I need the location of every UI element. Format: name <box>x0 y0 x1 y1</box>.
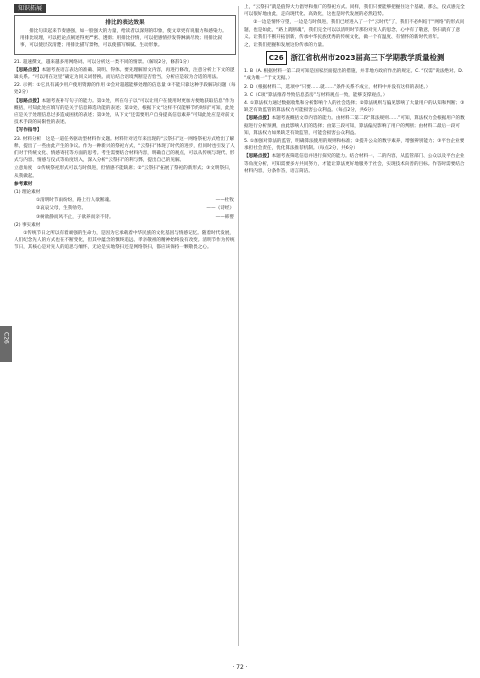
answer-1: 1. B（A. 根据材料一第二段可知是国家层面提出的措施，并非地方政府作出的规定。C. “仅需”说法绝对。D. “成为唯一”于文无据。） <box>244 69 464 82</box>
q22-analysis-label: 【思路点拨】 <box>14 98 42 104</box>
essay-continued-3: 之，让我们把握和发展这份传承的力量。 <box>244 43 327 49</box>
knowledge-body: 排比句读起来节奏感强，如一股强大的力量，给读者以深刻的印象，使文章更有说服力和感染力。用排比说理，可以把论点阐述得更严密、透彻；用排比抒情，可以把感情抒发得淋漓尽致；用排比叙事，可以使层次清楚；用排比描写景物，可以使描写细腻、生动形象。 <box>20 29 227 49</box>
poem-line-1-source: ——杜牧 <box>215 198 234 204</box>
poem-line-1 <box>14 197 236 204</box>
side-tab-label: C26 <box>2 332 10 344</box>
poem-line-2-text: ②哀哀父母，生我劬劳。 <box>36 206 87 212</box>
section-heading <box>244 51 466 65</box>
page-number: · 72 · <box>232 664 248 671</box>
reference-label: 参考素材 <box>14 181 33 187</box>
poem-line-2-source: ——《诗经》 <box>206 206 234 212</box>
answer-4-analysis <box>244 115 466 137</box>
q22-analysis-body: 本题考查补写句子的能力。第①处，所在句子以“可以让用户在使用时更加方便地获取信息”作为概括，可知此处应填写的是关于信息筛选功能的表述；第②处，根据下文“这样不仅能够节约时间”可知，此处应是关于处理信息过多造成困扰的表述；第③处，从下文“还需要用户自身提高信息素养”可知此处应是对前文技术手段的局限性的表述。 <box>14 98 235 126</box>
answer-5-analysis-body: 本题考查筛选信息并进行探究的能力。结合材料一、二的内容，从监管部门、公众以及平台企业等角度分析，可知需要多方共同努力，才能让算法更好地服务于社会，实现技术向善的目标。作答时需要结合材料内容，分条作答，语言简洁。 <box>244 154 465 174</box>
poem-line-3-text: ③树欲静而风不止，子欲养而亲不待。 <box>36 214 114 220</box>
poem-line-1-text: ①清明时节雨纷纷，路上行人欲断魂。 <box>36 198 114 204</box>
poem-line-3-source: ——韩婴 <box>215 214 234 220</box>
essay-continued-2: ②一边是情怀守望，一边是与时俱进，我们已经进入了一个“云时代”了，我们不必纠结于“网络”的形式问题，也是如此，“路上就断魂”，我们完全可以以清明时节那份对先人的思念，心中有了敬意，祭扫就有了意义。让我们不断开拓创新，传承中华民族优秀的传统文化，做一个有温度、有情怀的新时代青年。 <box>244 20 465 40</box>
section-title: 浙江省杭州市2023届高三下学期教学质量检测 <box>290 53 445 63</box>
knowledge-tag: 知识拓展 <box>14 4 46 13</box>
q22-analysis <box>14 98 236 127</box>
answer-5-analysis-label: 【思路点拨】 <box>244 154 272 160</box>
reference-facts-body: ①传统节日之所以有着顽强的生命力，是因为它承载着中华民族的文化基因与情感记忆。随着时代发展，人们纪念先人的方式也在不断变化，但其中蕴含的慎终追远、孝亲敬祖的精神始终没有改变。清明节作为传统节日，其核心是对先人的追思与缅怀，无论是实地祭扫还是网络祭扫，都应该保持一颗敬畏之心。 <box>14 231 235 251</box>
q23-angles: 立意角度 ①传统祭祀形式可以与时俱进，但情感不能缺席；②“云祭扫”拓展了祭祀的新形式；③文明祭扫，从我做起。 <box>14 166 234 179</box>
reference-theory: (1) 理论素材 <box>14 190 41 196</box>
left-column <box>14 4 236 253</box>
q22-text: 22. 示例：①它具有减少用户使用资源的作用 ②会对超越能够处理的信息量 ③不能只靠这种手段解决问题（每处2分） <box>14 83 236 96</box>
answer-5: 5. ①加强对算法的监管，明确算法使用的规则和标准；②提升公众的数字素养，增强辨别能力；③平台企业要承担社会责任，优化算法推荐机制。（每点2分，共6分） <box>244 139 465 152</box>
answer-4: 4. ①算法权力通过数据收集和分析影响个人的社会选择；②算法规则与偏见影响了大量用户的认知和判断；③缺乏有效监管的算法权力可能损害公众利益。（每点2分，共6分） <box>244 101 465 114</box>
side-tab <box>0 326 12 362</box>
reference-facts: (2) 事实素材 <box>14 222 41 228</box>
essay-continued-1: 上，“云祭扫”就是值得大力倡导和推广的祭祀方式。同样，我们只要能够把握住这个基础，那么，仪式感完全可以很好地由此，走向现代化、高效化，这也是时代发展的必然趋势。 <box>244 5 465 18</box>
answer-4-analysis-label: 【思路点拨】 <box>244 116 272 122</box>
column-divider <box>238 6 239 646</box>
right-column <box>244 4 466 176</box>
writing-guide-heading: 【写作指导】 <box>14 128 42 134</box>
answer-2: 2. D（根据材料二，选项中“只要……就……”条件关系不成立，材料中并没有这样的表述。） <box>244 84 431 90</box>
knowledge-title: 排比的表达效果 <box>105 20 145 26</box>
poem-line-3 <box>14 214 236 221</box>
q21-analysis-label: 【思路点拨】 <box>14 67 42 73</box>
knowledge-box <box>14 15 236 55</box>
poem-line-2 <box>14 205 236 212</box>
answer-3: 3. C（C项“算法推荐导致信息茧房”与材料观点一致，能够支撑观点。） <box>244 92 388 98</box>
q23-material-analysis: 23. 材料分析 这是一道任务驱动型材料作文题。材料针对近年来出现的“云祭扫”这一网络祭祀方式给出了解释，提出了一些由此产生的争议。作为一种新兴的祭祀方式，“云祭扫”体现了时代的进步，但同时也引发了人们对于传统文化、情感寄托等方面的思考。考生需要结合材料内容，明确自己的观点，可以从传统与现代、形式与内容、情感与仪式等角度切入，深入分析“云祭扫”的利与弊，提出自己的见解。 <box>14 136 235 164</box>
q21-text: 21. 超速撰文，越来越多用网络词。可以分析这一类不同的情景。（解说2分，修辞1分） <box>14 59 192 65</box>
section-tag: C26 <box>266 51 287 65</box>
answer-5-analysis <box>244 153 466 175</box>
answer-4-analysis-body: 本题考查概括文章内容的能力。由材料二第二段“算法规则……”可知，算法权力会根据用户的数据进行分析预测，由此影响人们的选择；由第三段可知，算法偏见影响了用户的判断；由材料二最后一段可知，算法权力如果缺乏有效监管，可能会损害公众利益。 <box>244 116 465 136</box>
q21-analysis <box>14 67 236 81</box>
q21-analysis-body: 本题考查语言表达的准确、简明、得体。要先理解原文内容，再进行修改，注意分析上下文的逻辑关系。“可以用在这里”确定为同义词替换。而后结合语境判断是否恰当，分析应是较为合适的用法。 <box>14 67 235 81</box>
